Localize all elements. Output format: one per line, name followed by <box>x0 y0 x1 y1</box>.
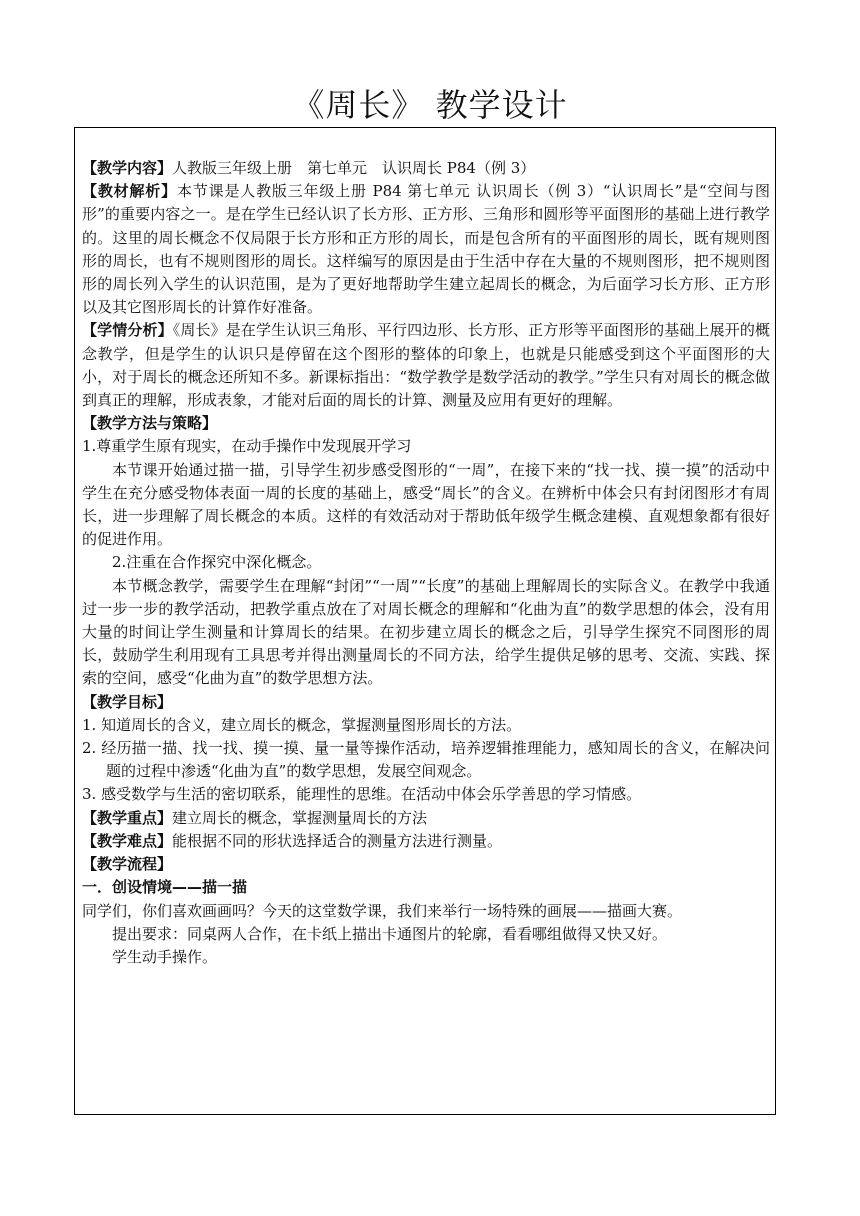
process-step-1-text: 同学们，你们喜欢画画吗？今天的这堂数学课，我们来举行一场特殊的画展——描画大赛。 <box>82 901 683 920</box>
learner-analysis-text: 《周长》是在学生认识三角形、平行四边形、长方形、正方形等平面图形的基础上展开的概念教学，但是学生的认识只是停留在这个图形的整体的印象上，也就是只能感受到这个平面图形的大小，对于周长的概念还所知不多。新课标指出：“数学教学是数学活动的教学。”学生只有对周长的概念做到真正的理解，形成表象，才能对后面的周长的计算、测量及应用有更好的理解。 <box>82 321 770 410</box>
content-frame <box>74 127 776 1115</box>
process-step-1-requirement: 提出要求：同桌两人合作，在卡纸上描出卡通图片的轮廓，看看哪组做得又快又好。 <box>112 924 668 943</box>
key-point-paragraph <box>82 807 770 830</box>
textbook-analysis-heading: 【教材解析】 <box>82 182 177 201</box>
difficulty-heading: 【教学难点】 <box>82 831 173 850</box>
method-2-text: 本节概念教学，需要学生在理解“封闭”“一周”“长度”的基础上理解周长的实际含义。在教学中我通过一步一步的教学活动，把教学重点放在了对周长概念的理解和“化曲为直”的数学思想的体会，没有用大量的时间让学生测量和计算周长的结果。在初步建立周长的概念之后，引导学生探究不同图形的周长，鼓励学生利用现有工具思考并得出测量周长的不同方法，给学生提供足够的思考、交流、实践、探索的空间，感受“化曲为直”的数学思想方法。 <box>82 576 770 688</box>
method-2-title: 2.注重在合作探究中深化概念。 <box>112 553 322 572</box>
document-body <box>82 157 770 969</box>
difficulty-text: 能根据不同的形状选择适合的测量方法进行测量。 <box>172 831 503 850</box>
difficulty-paragraph <box>82 830 770 853</box>
process-heading: 【教学流程】 <box>82 855 173 874</box>
teaching-content-paragraph <box>82 157 770 180</box>
objectives-heading: 【教学目标】 <box>82 692 173 711</box>
process-step-1-heading: 一．创设情境——描一描 <box>82 878 248 897</box>
page-title: 《周长》 教学设计 <box>292 86 568 124</box>
textbook-analysis-text: 本节课是人教版三年级上册 P84 第七单元 认识周长（例 3）“认识周长”是“空间与图形”的重要内容之一。是在学生已经认识了长方形、正方形、三角形和圆形等平面图形的基础上进行教学的。这里的周长概念不仅局限于长方形和正方形的周长，而是包含所有的平面图形的周长，既有规则图形的周长，也有不规则图形的周长。这样编写的原因是由于生活中存在大量的不规则图形，把不规则图形的周长列入学生的认识范围，是为了更好地帮助学生建立起周长的概念，为后面学习长方形、正方形以及其它图形周长的计算作好准备。 <box>82 182 770 317</box>
objective-2: 2. 经历描一描、找一找、摸一摸、量一量等操作活动，培养逻辑推理能力，感知周长的含义，在解决问题的过程中渗透“化曲为直”的数学思想，发展空间观念。 <box>82 739 770 781</box>
method-1-text: 本节课开始通过描一描，引导学生初步感受图形的“一周”，在接下来的“找一找、摸一摸”的活动中学生在充分感受物体表面一周的长度的基础上，感受“周长”的含义。在辨析中体会只有封闭图形才有周长，进一步理解了周长概念的本质。这样的有效活动对于帮助低年级学生概念建模、直观想象都有很好的促进作用。 <box>82 460 770 549</box>
key-point-heading: 【教学重点】 <box>82 808 173 827</box>
method-1-title: 1.尊重学生原有现实，在动手操作中发现展开学习 <box>82 437 412 456</box>
textbook-analysis-paragraph <box>82 180 770 319</box>
teaching-content-heading: 【教学内容】 <box>82 159 173 177</box>
learner-analysis-heading: 【学情分析】 <box>82 321 173 340</box>
methods-heading: 【教学方法与策略】 <box>82 414 218 433</box>
objective-1: 1. 知道周长的含义，建立周长的概念，掌握测量图形周长的方法。 <box>82 715 522 734</box>
teaching-content-text: 人教版三年级上册 第七单元 认识周长 P84（例 3） <box>172 159 536 177</box>
objective-3: 3. 感受数学与生活的密切联系，能理性的思维。在活动中体会乐学善思的学习情感。 <box>82 785 642 804</box>
learner-analysis-paragraph <box>82 319 770 412</box>
key-point-text: 建立周长的概念，掌握测量周长的方法 <box>172 808 428 827</box>
process-step-1-operation: 学生动手操作。 <box>112 947 218 966</box>
